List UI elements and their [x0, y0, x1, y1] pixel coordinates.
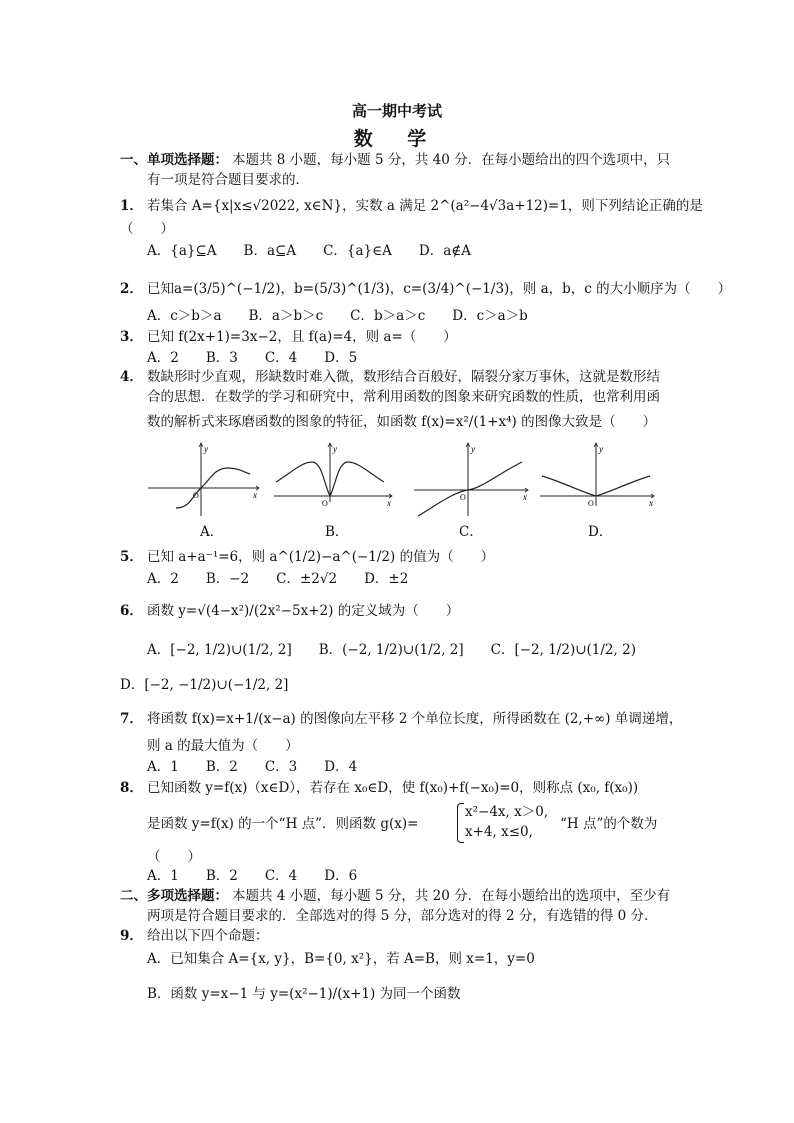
graph-b-x-label: x — [387, 498, 391, 508]
graph-d-label: D． — [588, 524, 613, 540]
q8-number: 8． — [120, 780, 143, 796]
q1-number: 1． — [120, 198, 143, 214]
section2-desc-line2: 两项是符合题目要求的．全部选对的得 5 分，部分选对的得 2 分，有选错的得 0 分． — [147, 908, 658, 924]
section2-label: 二、多项选择题： — [120, 888, 228, 904]
graph-c-origin: O — [460, 493, 466, 502]
q8-case1: x²−4x, x＞0, — [465, 804, 549, 820]
q7-options: A．1 B．2 C．3 D．4 — [147, 759, 358, 775]
graph-a-x-label: x — [253, 490, 257, 500]
q5-number: 5． — [120, 549, 143, 565]
exam-title: 高一期中考试 — [351, 102, 442, 120]
q4-stem-line1: 数缺形时少直观，形缺数时难入微，数形结合百般好，隔裂分家万事休，这就是数形结 — [147, 369, 660, 385]
q2-number: 2． — [120, 281, 143, 297]
q4-number: 4． — [120, 369, 143, 385]
q3-stem: 已知 f(2x+1)=3x−2，且 f(a)=4，则 a=（ ） — [147, 329, 457, 345]
graph-c-x-label: x — [523, 492, 527, 502]
graph-b-label: B． — [325, 524, 349, 540]
q9-number: 9． — [120, 928, 143, 944]
graph-a-label: A． — [200, 524, 224, 540]
q4-stem-line3: 数的解析式来琢磨函数的图象的特征，如函数 f(x)=x²/(1+x⁴) 的图像大致是（ ） — [147, 414, 657, 430]
q1-blank: （ ） — [120, 221, 174, 237]
q3-options: A．2 B．3 C．4 D．5 — [147, 350, 358, 366]
graph-d-origin: O — [588, 499, 594, 508]
graph-c — [412, 440, 532, 518]
section1-desc-line1: 本题共 8 小题，每小题 5 分，共 40 分．在每小题给出的四个选项中，只 — [232, 152, 671, 168]
graph-a-origin: O — [193, 491, 199, 500]
piecewise-brace — [457, 803, 464, 843]
graph-d-x-label: x — [649, 498, 653, 508]
q6-option-d: D．[−2, −1/2)∪(−1/2, 2] — [120, 677, 289, 693]
q6-number: 6． — [120, 603, 143, 619]
graph-d-y-label: y — [599, 444, 603, 454]
q4-stem-line2: 合的思想．在数学的学习和研究中，常利用函数的图象来研究函数的性质，也常利用函 — [147, 389, 660, 405]
q2-stem: 已知a=(3/5)^(−1/2)，b=(5/3)^(1/3)，c=(3/4)^(−1/3)，则 a，b，c 的大小顺序为（ ） — [147, 281, 732, 297]
graph-c-label: C． — [459, 524, 483, 540]
q6-options-abc: A．[−2, 1/2)∪(1/2, 2] B．(−2, 1/2)∪(1/2, 2] C．[−2, 1/2)∪(1/2, 2) — [147, 642, 636, 658]
q6-stem: 函数 y=√(4−x²)/(2x²−5x+2) 的定义域为（ ） — [147, 603, 460, 619]
q8-case2: x+4, x≤0, — [465, 824, 533, 840]
q7-number: 7． — [120, 711, 143, 727]
section1-label: 一、单项选择题： — [120, 152, 228, 168]
q9-stem: 给出以下四个命题： — [147, 928, 269, 944]
graph-a — [146, 440, 264, 518]
q8-blank: （ ） — [147, 849, 201, 865]
graph-b — [272, 440, 396, 518]
q2-options: A．c＞b＞a B．a＞b＞c C．b＞a＞c D．c＞a＞b — [147, 308, 528, 324]
q9-option-b: B．函数 y=x−1 与 y=(x²−1)/(x+1) 为同一个函数 — [147, 986, 461, 1002]
q9-option-a: A．已知集合 A={x, y}，B={0, x²}，若 A=B，则 x=1，y=0 — [147, 951, 535, 967]
q8-stem-line1: 已知函数 y=f(x)（x∈D），若存在 x₀∈D，使 f(x₀)+f(−x₀)=0，则称点 (x₀, f(x₀)) — [147, 780, 639, 796]
q7-stem-line1: 将函数 f(x)=x+1/(x−a) 的图像向左平移 2 个单位长度，所得函数在 (2,+∞) 单调递增， — [147, 711, 683, 727]
graph-a-y-label: y — [204, 444, 208, 454]
q8-stem-line2b: “H 点”的个数为 — [560, 816, 658, 832]
graph-c-y-label: y — [471, 444, 475, 454]
q1-options: A．{a}⊆A B．a⊆A C．{a}∈A D．a∉A — [147, 243, 471, 259]
q1-stem: 若集合 A={x|x≤√2022, x∈N}，实数 a 满足 2^(a²−4√3a+12)=1，则下列结论正确的是 — [147, 198, 703, 214]
section1-desc-line2: 有一项是符合题目要求的． — [147, 172, 309, 188]
section2-desc-line1: 本题共 4 小题，每小题 5 分，共 20 分．在每小题给出的选项中，至少有 — [232, 888, 671, 904]
q5-stem: 已知 a+a⁻¹=6，则 a^(1/2)−a^(−1/2) 的值为（ ） — [147, 549, 495, 565]
q5-options: A．2 B．−2 C．±2√2 D．±2 — [147, 571, 409, 587]
graph-d — [538, 440, 658, 518]
graph-b-y-label: y — [333, 444, 337, 454]
graph-b-origin: O — [322, 499, 328, 508]
q7-stem-line2: 则 a 的最大值为（ ） — [147, 738, 299, 754]
exam-subject: 数 学 — [353, 128, 441, 150]
q8-options: A．1 B．2 C．4 D．6 — [147, 868, 358, 884]
q3-number: 3． — [120, 329, 143, 345]
q8-stem-line2a: 是函数 y=f(x) 的一个“H 点”．则函数 g(x)= — [147, 816, 419, 832]
